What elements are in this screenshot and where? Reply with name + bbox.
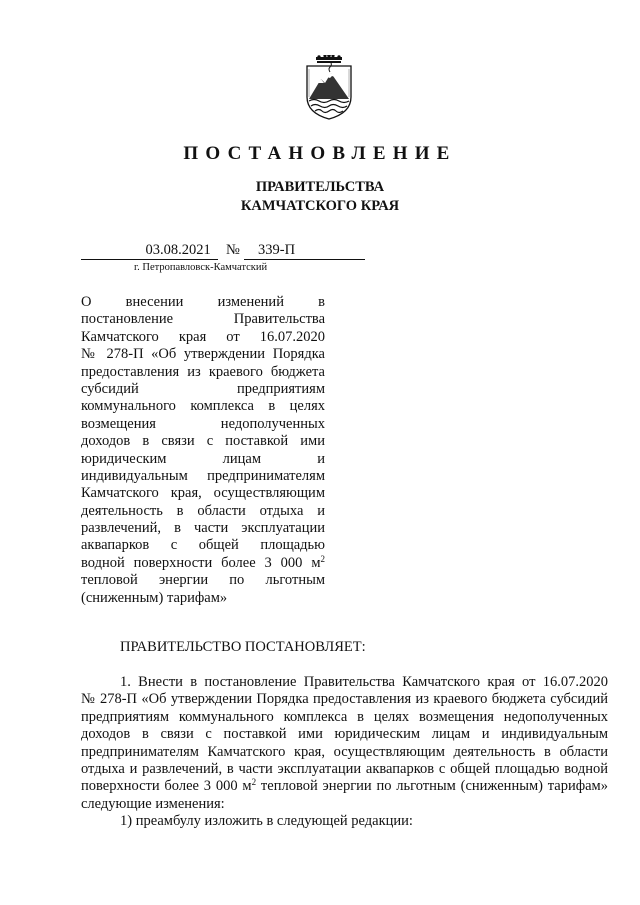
title-line: возмещения недополученных bbox=[81, 415, 325, 432]
body-line: предпринимателям Камчатского края, осуществляющим деятельность в области bbox=[81, 743, 608, 760]
body-line-text: тепловой энергии по льготным (сниженным) тарифам» bbox=[256, 778, 608, 795]
title-line: коммунального комплекса в целях bbox=[81, 398, 325, 415]
body-line: 1) преамбулу изложить в следующей редакции: bbox=[120, 813, 413, 830]
document-type-heading: ПОСТАНОВЛЕНИЕ bbox=[183, 143, 457, 164]
issuer-line-1: ПРАВИТЕЛЬСТВА bbox=[255, 179, 385, 195]
body-line-part bbox=[81, 778, 608, 794]
title-line-with-superscript bbox=[81, 555, 325, 572]
issuer-heading bbox=[0, 178, 640, 216]
superscript-two: 2 bbox=[251, 777, 257, 788]
title-line: доходов в связи с поставкой ими bbox=[81, 433, 325, 450]
title-line: Камчатского края, осуществляющим bbox=[81, 485, 325, 502]
body-line: следующие изменения: bbox=[81, 795, 225, 812]
title-line: развлечений, в части эксплуатации bbox=[81, 520, 325, 537]
title-line: предоставления из краевого бюджета bbox=[81, 363, 325, 380]
title-line: № 278-П «Об утверждении Порядка bbox=[81, 346, 325, 363]
title-line: аквапарков с общей площадью bbox=[81, 537, 325, 554]
city-label: г. Петропавловск-Камчатский bbox=[134, 262, 268, 273]
body-line-text: поверхности более 3 000 м bbox=[81, 778, 252, 795]
document-number-value: 339-П bbox=[258, 242, 296, 258]
superscript-two: 2 bbox=[320, 553, 325, 564]
title-line: постановление Правительства bbox=[81, 311, 325, 328]
body-line: доходов в связи с поставкой ими юридическим лицам и индивидуальным bbox=[81, 726, 608, 743]
title-line: юридическим лицам и bbox=[81, 450, 325, 467]
body-line: 1. Внести в постановление Правительства Камчатского края от 16.07.2020 bbox=[120, 674, 608, 690]
body-line-with-superscript bbox=[81, 778, 608, 795]
title-line: Камчатского края от 16.07.2020 bbox=[81, 328, 325, 345]
title-line: (сниженным) тарифам» bbox=[81, 589, 228, 606]
title-line: тепловой энергии по льготным bbox=[81, 572, 325, 589]
document-body bbox=[81, 674, 608, 831]
body-line: № 278-П «Об утверждении Порядка предоставления из краевого бюджета субсидий bbox=[81, 691, 608, 708]
title-line: индивидуальным предпринимателям bbox=[81, 467, 325, 484]
body-line: предприятиям коммунального комплекса в целях возмещения недополученных bbox=[81, 708, 608, 725]
coat-of-arms-icon bbox=[301, 55, 357, 121]
resolution-heading: ПРАВИТЕЛЬСТВО ПОСТАНОВЛЯЕТ: bbox=[120, 639, 366, 655]
body-line: отдыха и развлечений, в части эксплуатации аквапарков с общей площадью водной bbox=[81, 760, 608, 777]
document-title bbox=[81, 294, 325, 607]
issuer-line-2: КАМЧАТСКОГО КРАЯ bbox=[240, 198, 400, 214]
title-line: деятельность в области отдыха и bbox=[81, 502, 325, 519]
document-date bbox=[81, 242, 218, 260]
document-date-value: 03.08.2021 bbox=[145, 242, 211, 258]
title-line: субсидий предприятиям bbox=[81, 380, 325, 397]
title-line-text: водной поверхности более 3 000 м bbox=[81, 554, 321, 571]
number-sign: № bbox=[226, 242, 240, 258]
title-line: О внесении изменений в bbox=[81, 294, 325, 310]
document-number bbox=[244, 242, 365, 260]
